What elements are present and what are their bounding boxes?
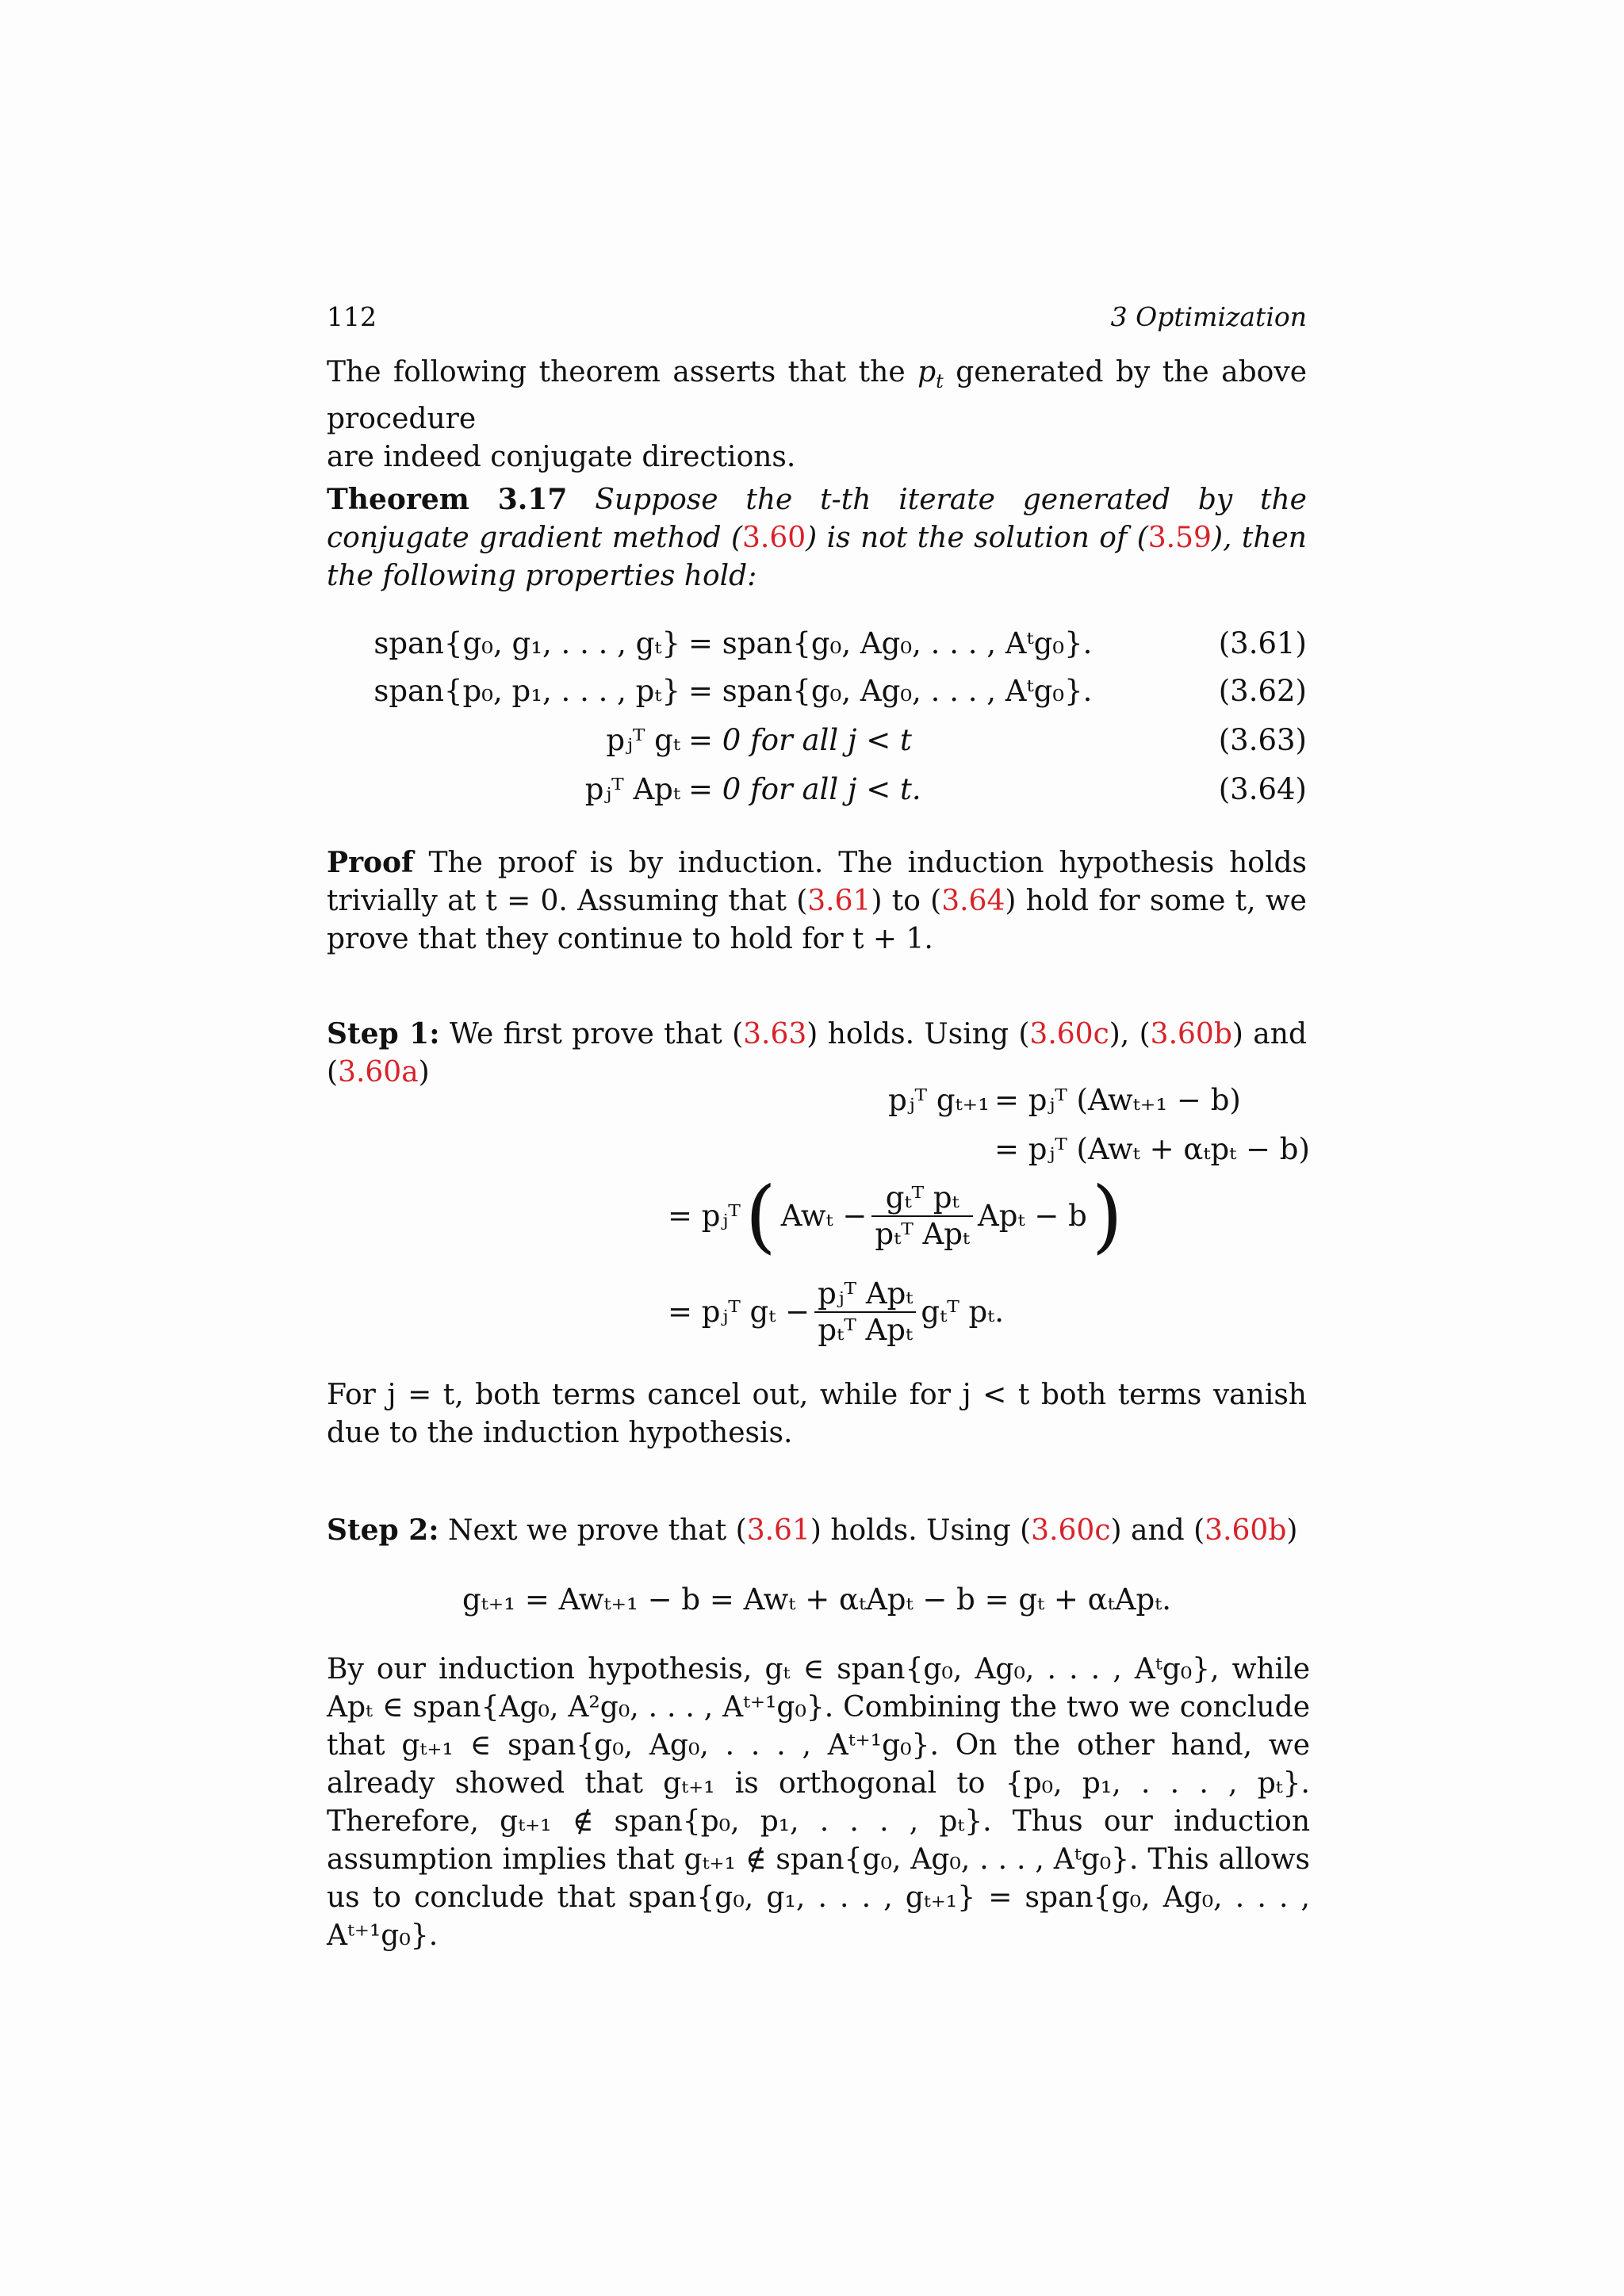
step1-text: ) and ( <box>327 1018 1307 1089</box>
intro-text: The following theorem asserts that the <box>327 356 918 388</box>
fraction-numerator: gₜᵀ pₜ <box>871 1181 973 1217</box>
fraction-denominator: pₜᵀ Apₜ <box>875 1217 971 1251</box>
theorem-text: Suppose the t-th iterate generated by the conjugate gradient method ( <box>327 484 1307 554</box>
ref-3-63[interactable]: 3.63 <box>743 1018 807 1050</box>
ref-3-61[interactable]: 3.61 <box>746 1514 810 1547</box>
ref-3-64[interactable]: 3.64 <box>941 885 1005 917</box>
final-paragraph: By our induction hypothesis, gₜ ∈ span{g₀, Ag₀, . . . , Aᵗg₀}, while Apₜ ∈ span{Ag₀, A²g₀, . . . , Aᵗ⁺¹g₀}. Combining the two we conclude that gₜ₊₁ ∈ span{g₀, Ag₀, . . . , Aᵗ⁺¹g₀}. On the other hand, we already showed that gₜ₊₁ is orthogonal to {p₀, p₁, . . . , pₜ}. Therefore, gₜ₊₁ ∉ span{p₀, p₁, . . . , pₜ}. Thus our induction assumption implies that gₜ₊₁ ∉ span{g₀, Ag₀, . . . , Aᵗg₀}. This allows us to conclude that span{g₀, g₁, . . . , gₜ₊₁} = span{g₀, Ag₀, . . . , Aᵗ⁺¹g₀}. <box>327 1653 1310 1952</box>
derivation-line-4 <box>668 1269 1004 1356</box>
equation-lhs: pⱼᵀ Apₜ <box>584 772 680 806</box>
step2-equation: gₜ₊₁ = Awₜ₊₁ − b = Awₜ + αₜApₜ − b = gₜ + αₜApₜ. <box>462 1582 1172 1617</box>
equation-number: (3.62) <box>1218 674 1307 708</box>
proof-text: ) to ( <box>871 885 942 917</box>
ref-3-60b[interactable]: 3.60b <box>1205 1514 1287 1547</box>
fraction <box>871 1181 973 1252</box>
ref-3-61[interactable]: 3.61 <box>807 885 871 917</box>
page-number: 112 <box>327 301 377 332</box>
derivation-rhs: = pⱼᵀ (Awₜ₊₁ − b) <box>994 1083 1241 1117</box>
equation-3-63 <box>327 721 1307 760</box>
theorem-label: Theorem 3.17 <box>327 483 568 516</box>
ref-3-60c[interactable]: 3.60c <box>1031 1514 1111 1547</box>
step2-text: ) <box>1286 1514 1298 1547</box>
intro-text-cont: generated by the above procedure <box>327 356 1307 436</box>
fraction <box>814 1276 916 1348</box>
equation-rhs: = 0 for all j < t. <box>688 772 921 806</box>
step1-heading <box>327 1015 1307 1092</box>
equation-number: (3.64) <box>1218 772 1307 806</box>
equation-lhs: pⱼᵀ gₜ <box>606 723 680 757</box>
theorem-text: ) is not the solution of ( <box>806 522 1148 554</box>
intro-paragraph <box>327 354 1307 476</box>
left-paren: ( <box>745 1169 776 1262</box>
step1-text: ) holds. Using ( <box>806 1018 1030 1050</box>
pt-symbol: p <box>917 356 936 388</box>
ref-3-59[interactable]: 3.59 <box>1147 522 1212 554</box>
derivation-lhs: pⱼᵀ gₜ₊₁ <box>888 1083 990 1117</box>
derivation-rhs: = pⱼᵀ (Awₜ + αₜpₜ − b) <box>994 1132 1310 1166</box>
equation-3-64 <box>327 771 1307 809</box>
derivation-prefix: = pⱼᵀ gₜ − <box>668 1295 810 1329</box>
equation-rhs: = span{g₀, Ag₀, . . . , Aᵗg₀}. <box>688 674 1093 708</box>
ref-3-60c[interactable]: 3.60c <box>1029 1018 1109 1050</box>
running-title: 3 Optimization <box>1110 301 1307 332</box>
fraction-denominator: pₜᵀ Apₜ <box>818 1313 914 1347</box>
equation-rhs: = 0 for all j < t <box>688 723 912 757</box>
intro-line2: are indeed conjugate directions. <box>327 441 796 474</box>
equation-rhs: = span{g₀, Ag₀, . . . , Aᵗg₀}. <box>688 626 1093 660</box>
step1-text: We first prove that ( <box>439 1018 744 1050</box>
step1-text: ), ( <box>1109 1018 1151 1050</box>
equation-lhs: span{p₀, p₁, . . . , pₜ} <box>373 674 680 708</box>
ref-3-60[interactable]: 3.60 <box>742 522 806 554</box>
ref-3-60a[interactable]: 3.60a <box>338 1056 419 1089</box>
proof-block <box>327 844 1307 959</box>
derivation-line-1 <box>327 1081 1307 1119</box>
step1-text: ) <box>418 1056 430 1089</box>
right-paren: ) <box>1091 1169 1123 1262</box>
pt-subscript: t <box>936 370 944 393</box>
step1-label: Step 1: <box>327 1017 440 1050</box>
derivation-prefix: = pⱼᵀ <box>668 1199 741 1233</box>
step1-derivation <box>327 1081 1310 1367</box>
proof-text: The proof is by induction. The induction hypothesis holds trivially at t = 0. Assuming that ( <box>327 847 1307 917</box>
theorem-block <box>327 480 1307 595</box>
step1-conclusion: For j = t, both terms cancel out, while for j < t both terms vanish due to the induction hypothesis. <box>327 1379 1307 1449</box>
equation-number: (3.63) <box>1218 723 1307 757</box>
ref-3-60b[interactable]: 3.60b <box>1150 1018 1232 1050</box>
derivation-line-2 <box>327 1131 1310 1169</box>
proof-label: Proof <box>327 846 414 879</box>
step2-label: Step 2: <box>327 1513 439 1547</box>
equation-number: (3.61) <box>1218 626 1307 660</box>
derivation-term: Apₜ − b <box>978 1199 1087 1233</box>
equation-3-61 <box>327 625 1307 663</box>
theorem-equations <box>327 625 1307 806</box>
derivation-term: gₜᵀ pₜ. <box>921 1295 1005 1329</box>
step2-text: ) holds. Using ( <box>810 1514 1032 1547</box>
theorem-text: ), then the following properties hold: <box>327 522 1307 592</box>
proof-text: ) hold for some t, we prove that they continue to hold for t + 1. <box>327 885 1307 955</box>
derivation-term: Awₜ − <box>780 1199 868 1233</box>
derivation-line-3 <box>668 1169 1128 1262</box>
equation-lhs: span{g₀, g₁, . . . , gₜ} <box>373 626 680 660</box>
equation-3-62 <box>327 672 1307 710</box>
step2-heading <box>327 1511 1307 1550</box>
step2-text: ) and ( <box>1110 1514 1205 1547</box>
step2-text: Next we prove that ( <box>439 1514 747 1547</box>
fraction-numerator: pⱼᵀ Apₜ <box>814 1276 916 1313</box>
